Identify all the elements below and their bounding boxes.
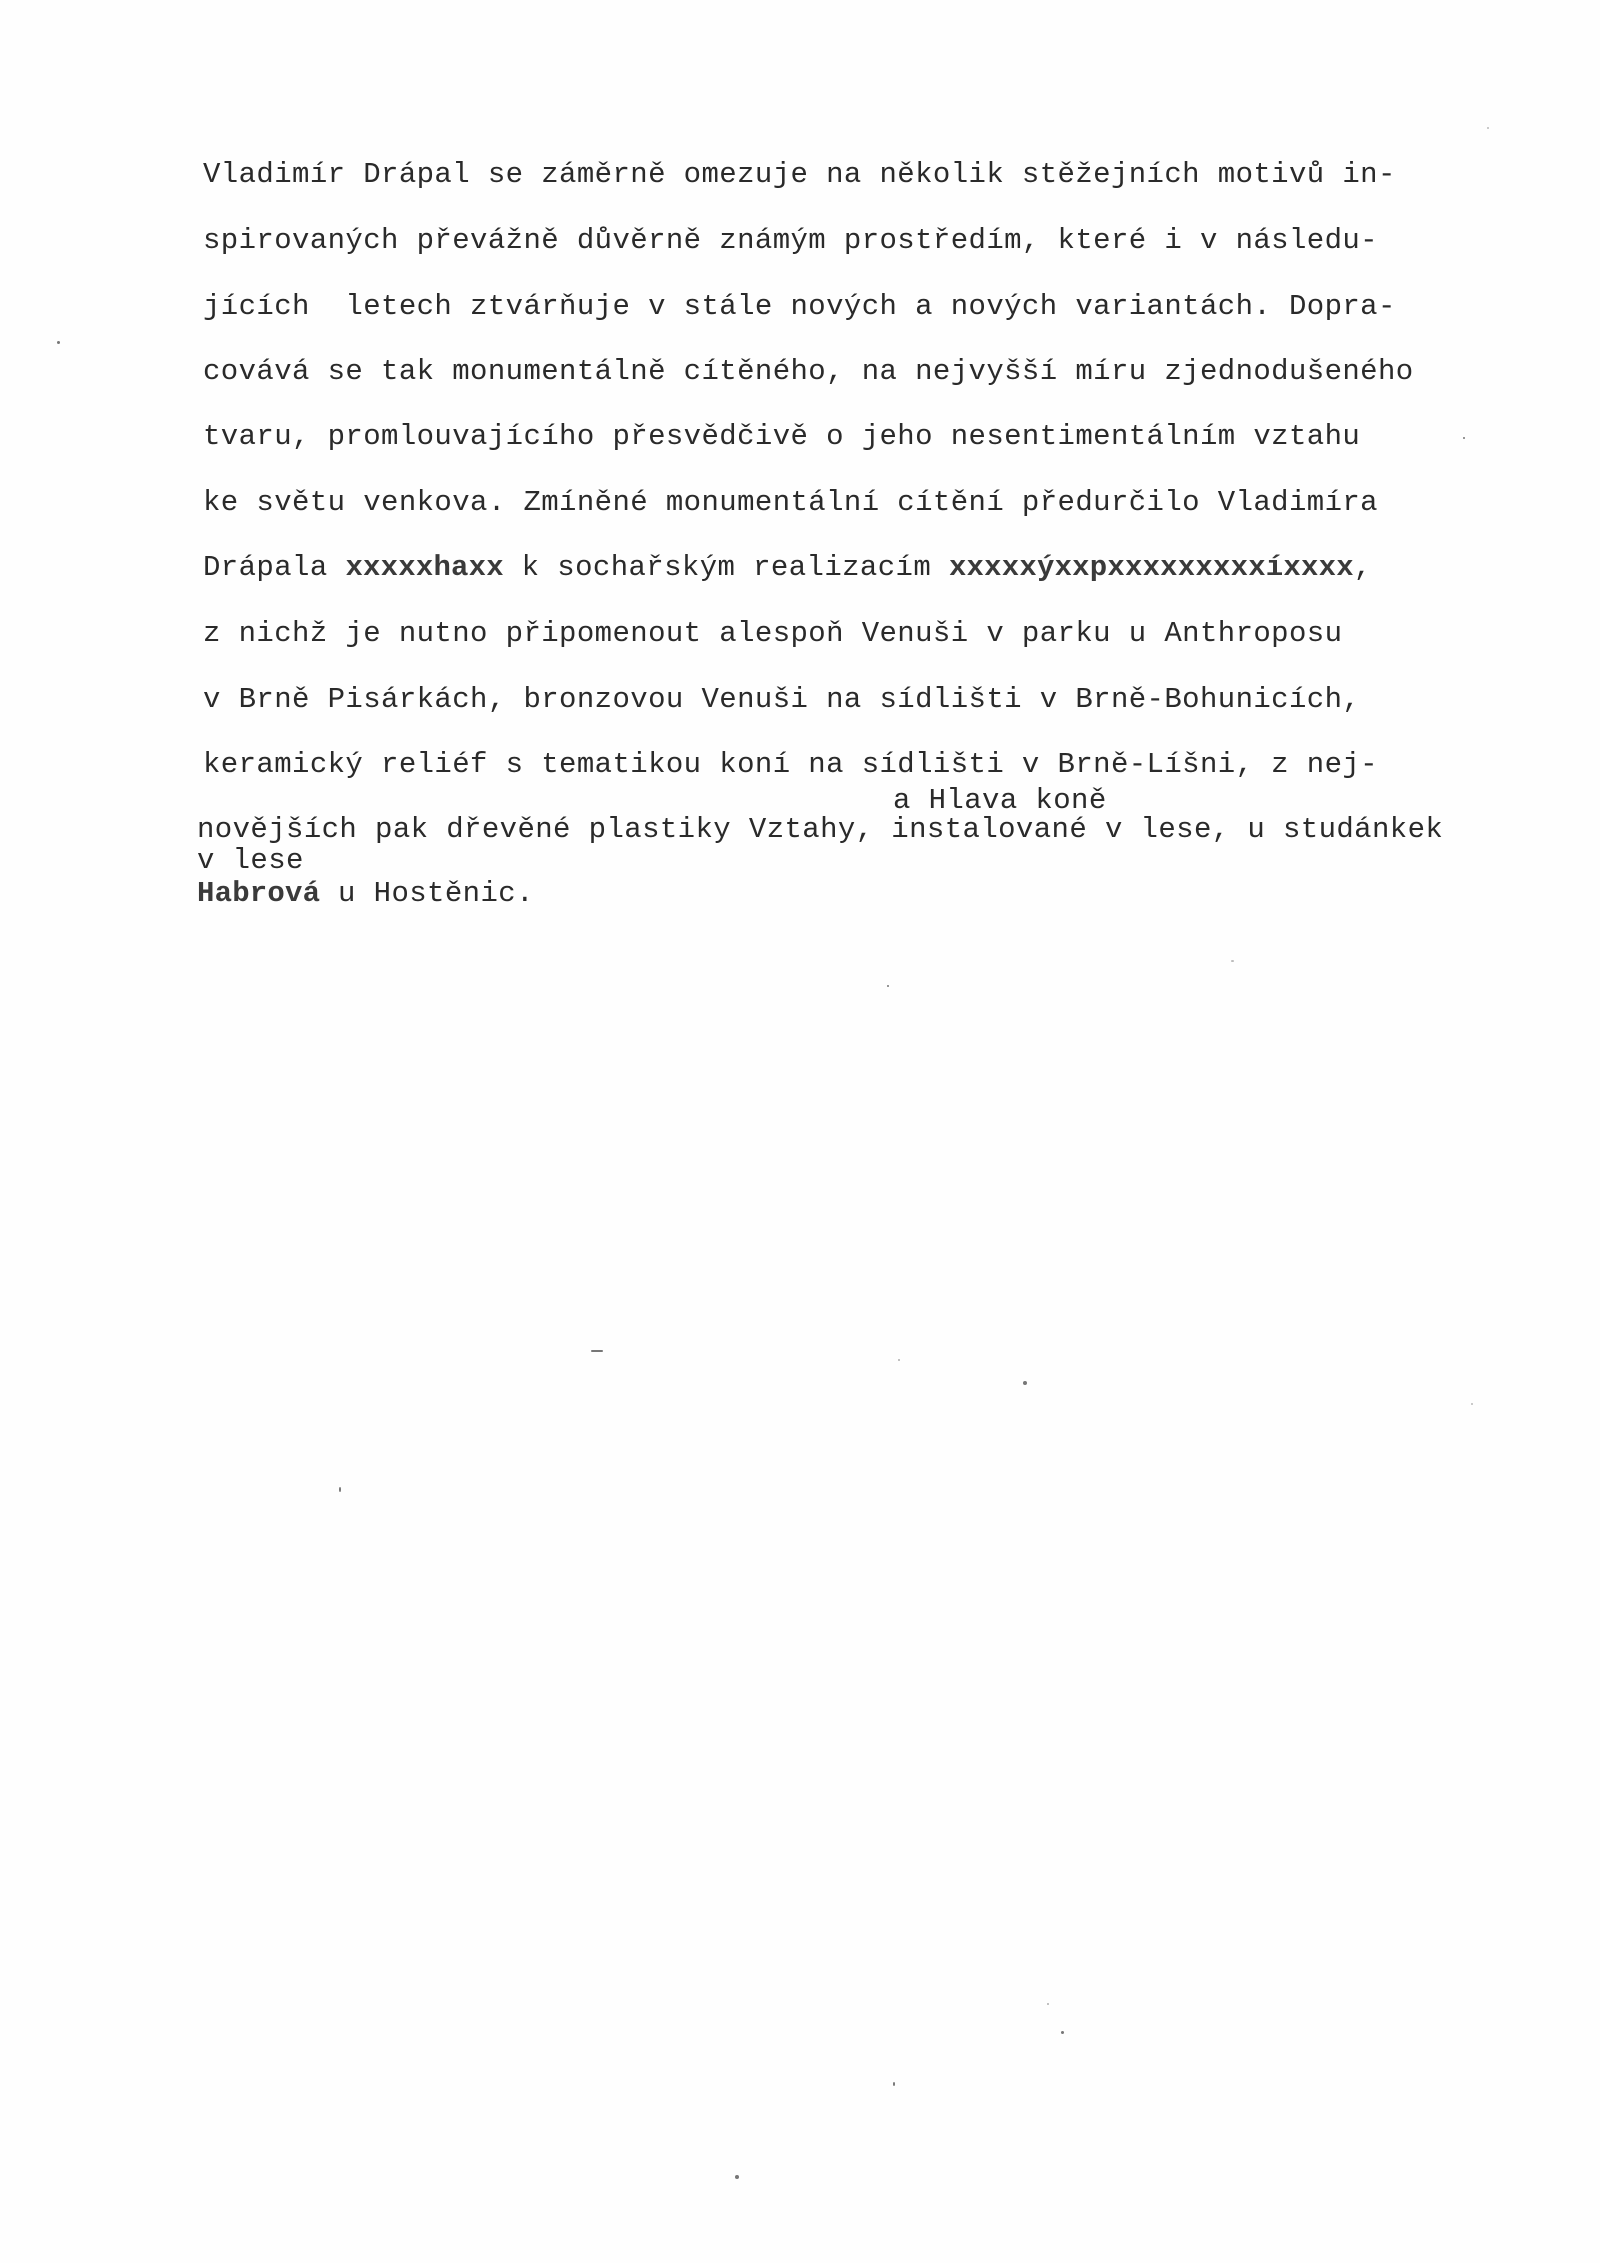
text-line-9: v Brně Pisárkách, bronzovou Venuši na sídlišti v Brně-Bohunicích, bbox=[203, 683, 1361, 716]
text-line-7 bbox=[203, 553, 1372, 582]
inserted-text-hlava-kone: a Hlava koně bbox=[893, 784, 1107, 817]
text-line-6: ke světu venkova. Zmíněné monumentální cítění předurčilo Vladimíra bbox=[203, 486, 1378, 519]
scan-speck bbox=[887, 985, 889, 987]
line-7-middle: k sochařským realizacím bbox=[503, 551, 949, 584]
text-line-4: covává se tak monumentálně cítěného, na nejvyšší míru zjednodušeného bbox=[203, 355, 1414, 388]
scan-speck bbox=[893, 2082, 895, 2086]
scan-speck bbox=[1471, 1403, 1473, 1405]
text-line-11: novějších pak dřevěné plastiky Vztahy, instalované v lese, u studánkek bbox=[197, 813, 1444, 846]
scan-speck bbox=[591, 1350, 603, 1352]
line-12-rest: u Hostěnic. bbox=[320, 877, 534, 910]
scan-speck bbox=[57, 341, 60, 344]
scan-speck bbox=[1463, 437, 1465, 439]
struck-out-text-2: xxxxxýxxpxxxxxxxxxíxxxx bbox=[948, 551, 1354, 584]
line-7-start: Drápala bbox=[203, 551, 346, 584]
line-7-end: , bbox=[1353, 551, 1372, 584]
scan-speck bbox=[1487, 127, 1489, 129]
scan-speck bbox=[898, 1359, 900, 1361]
scan-speck bbox=[339, 1487, 341, 1492]
scan-speck bbox=[735, 2175, 739, 2179]
scan-speck bbox=[1047, 2003, 1049, 2005]
inserted-text-v-lese: v lese bbox=[197, 844, 304, 877]
text-line-12 bbox=[197, 879, 534, 908]
text-line-5: tvaru, promlouvajícího přesvědčivě o jeho nesentimentálním vztahu bbox=[203, 420, 1361, 453]
text-line-10: keramický reliéf s tematikou koní na sídlišti v Brně-Líšni, z nej- bbox=[203, 748, 1378, 781]
text-line-3: jících letech ztvárňuje v stále nových a nových variantách. Dopra- bbox=[203, 290, 1396, 323]
text-line-1: Vladimír Drápal se záměrně omezuje na několik stěžejních motivů in- bbox=[203, 158, 1396, 191]
scan-speck bbox=[1231, 960, 1234, 962]
scan-speck bbox=[1061, 2031, 1064, 2034]
scan-speck bbox=[1023, 1381, 1027, 1385]
text-line-2: spirovaných převážně důvěrně známým prostředím, které i v následu- bbox=[203, 224, 1378, 257]
struck-out-text-3: Habrová bbox=[197, 877, 321, 910]
struck-out-text-1: xxxxxhaxx bbox=[345, 551, 504, 584]
text-line-8: z nichž je nutno připomenout alespoň Venuši v parku u Anthroposu bbox=[203, 617, 1343, 650]
